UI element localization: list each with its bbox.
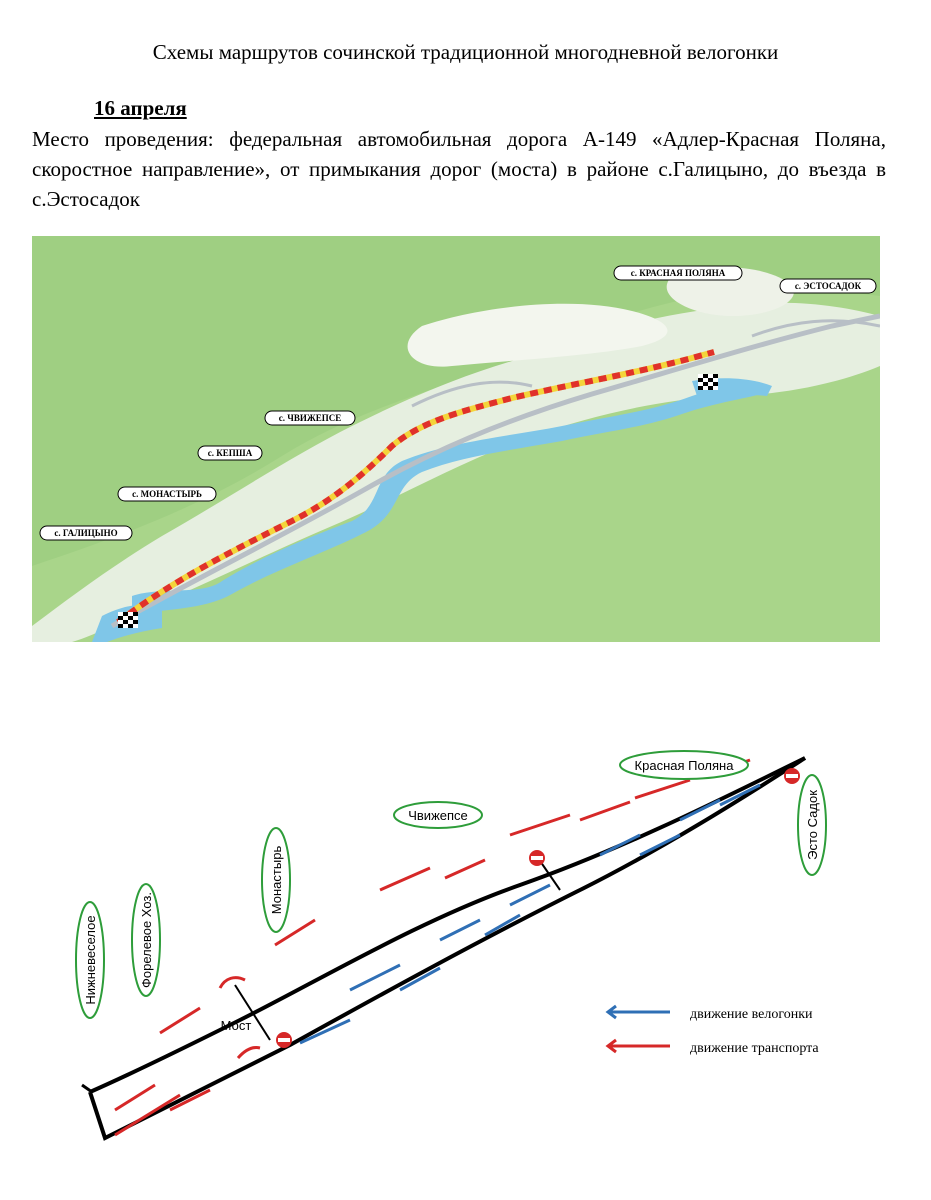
map-label-estosadok <box>780 279 876 293</box>
no-entry-icon <box>529 850 545 866</box>
diagram-road-stub <box>82 1085 92 1092</box>
map-label-monastyr <box>118 487 216 501</box>
legend-item-traffic <box>608 1040 819 1056</box>
page-title: Схемы маршрутов сочинской традиционной многодневной велогонки <box>152 40 779 64</box>
svg-text:Чвижепсе: Чвижепсе <box>408 808 468 823</box>
svg-text:Красная Поляна: Красная Поляна <box>634 758 734 773</box>
diagram-label-nizhneveseloe <box>76 902 104 1018</box>
diagram-label-chvizhepse <box>394 802 482 828</box>
map-label-galitsyno <box>40 526 132 540</box>
svg-text:с. ЭСТОСАДОК: с. ЭСТОСАДОК <box>794 281 862 291</box>
svg-text:с. МОНАСТЫРЬ: с. МОНАСТЫРЬ <box>132 489 202 499</box>
svg-text:движение транспорта: движение транспорта <box>690 1041 819 1056</box>
svg-text:Нижневеселое: Нижневеселое <box>83 915 98 1005</box>
svg-text:с. ЧВИЖЕПСЕ: с. ЧВИЖЕПСЕ <box>278 413 342 423</box>
legend-item-race <box>608 1006 813 1022</box>
no-entry-icon <box>784 768 800 784</box>
svg-text:Эсто Садок: Эсто Садок <box>805 790 820 860</box>
route-diagram <box>60 740 900 1160</box>
bridge-turn-arrow-top <box>220 978 245 988</box>
checkered-flag-finish-icon <box>698 374 718 390</box>
event-description: Место проведения: федеральная автомобильная дорога А-149 «Адлер-Красная Поляна, скоростное направление», от примыкания дорог (моста) в районе с.Галицыно, до въезда в с.Эстосадок <box>32 127 886 211</box>
diagram-label-monastyr <box>262 828 290 932</box>
svg-text:движение велогонки: движение велогонки <box>690 1007 813 1022</box>
svg-text:с. ГАЛИЦЫНО: с. ГАЛИЦЫНО <box>54 528 118 538</box>
diagram-label-krasnaya-polyana <box>620 751 748 779</box>
map-label-krasnaya-polyana <box>614 266 742 280</box>
svg-text:с. КЕПША: с. КЕПША <box>207 448 253 458</box>
checkered-flag-start-icon <box>118 612 138 628</box>
date-heading: 16 апреля <box>94 96 187 120</box>
diagram-label-esto-sadok <box>798 775 826 875</box>
svg-text:Монастырь: Монастырь <box>269 845 284 915</box>
map-label-chvizhepse <box>265 411 355 425</box>
diagram-label-bridge: Мост <box>220 1018 252 1033</box>
bridge-turn-arrow-bottom <box>238 1047 260 1058</box>
legend <box>608 1006 819 1056</box>
no-entry-icon <box>276 1032 292 1048</box>
svg-text:с. КРАСНАЯ ПОЛЯНА: с. КРАСНАЯ ПОЛЯНА <box>630 268 726 278</box>
svg-text:Форелевое Хоз.: Форелевое Хоз. <box>139 892 154 988</box>
route-map <box>32 236 880 642</box>
map-label-kepsha <box>198 446 262 460</box>
diagram-label-forelevoe <box>132 884 160 996</box>
